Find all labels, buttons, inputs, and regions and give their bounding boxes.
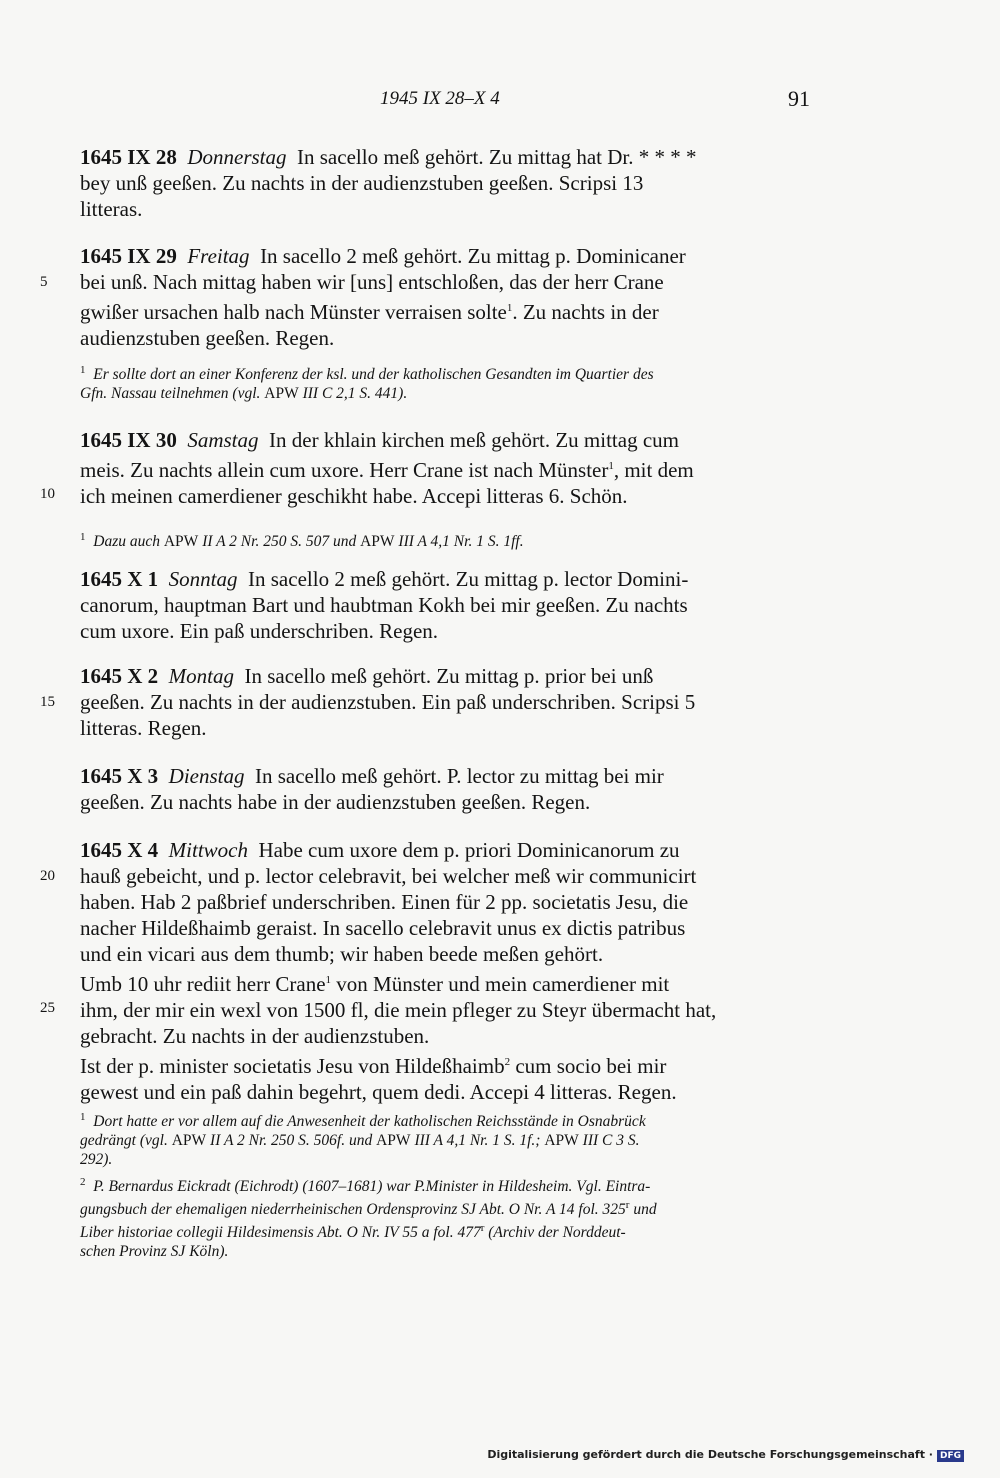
entry-text: Umb 10 uhr rediit herr Crane (80, 972, 326, 996)
footnote-ref: 1 (608, 460, 614, 472)
entry-text: In sacello meß gehört. P. lector zu mittag bei mir (255, 764, 664, 788)
entry-text: cum socio bei mir (510, 1054, 667, 1078)
entry-date: 1645 X 4 (80, 838, 159, 862)
entry-text: gebracht. Zu nachts in der audienzstuben. (80, 1024, 430, 1048)
dfg-logo-icon: DFG (937, 1450, 964, 1462)
entry-text: , mit dem (613, 458, 694, 482)
digitization-footer (487, 1448, 964, 1462)
entry-text: In sacello 2 meß gehört. Zu mittag p. Dominicaner (260, 244, 686, 268)
entry-x-2 (80, 663, 812, 741)
entry-text: gwißer ursachen halb nach Münster verraisen solte (80, 300, 507, 324)
footnote-ref: 2 (504, 1056, 511, 1068)
entry-text: cum uxore. Ein paß underschriben. Regen. (80, 619, 439, 643)
entry-text: canorum, hauptman Bart und haubtman Kokh bei mir geeßen. Zu nachts (80, 593, 688, 617)
line-number: 25 (40, 1000, 55, 1016)
footnote-ix-30: $^1$ Dazu auch APW II A 2 Nr. 250 S. 507 und APW III A 4,1 Nr. 1 S. 1ff. (80, 531, 524, 551)
footnote-x-4-2: $^2$ P. Bernardus Eickradt (Eichrodt) (1607–1681) war P.Minister in Hildesheim. Vgl. Eintra- gungsbuch der ehemaligen niederrheinischen Ordensprovinz SJ Abt. O Nr. A 14 fol. 325$^r$ und Liber historiae collegii Hildesimensis Abt. O Nr. IV 55 a fol. 477$^r$ (Archiv der Norddeut- schen Provinz SJ Köln). (80, 1176, 657, 1261)
entry-day: Dienstag (168, 764, 245, 788)
entry-text: bey unß geeßen. Zu nachts in der audienzstuben geeßen. Scripsi 13 (80, 171, 644, 195)
footnote-number: 1 (80, 531, 86, 543)
entry-text: litteras. Regen. (80, 716, 207, 740)
page-number: 91 (788, 86, 810, 111)
entry-x-3 (80, 763, 812, 815)
footnote-ref: 1 (506, 302, 513, 314)
entry-text: . Zu nachts in der (512, 300, 659, 324)
entry-text: In der khlain kirchen meß gehört. Zu mittag cum (269, 428, 679, 452)
entry-text: hauß gebeicht, und p. lector celebravit, bei welcher meß wir communicirt (80, 864, 697, 888)
entry-text: gewest und ein paß dahin begehrt, quem dedi. Accepi 4 litteras. Regen. (80, 1080, 677, 1104)
entry-text: geeßen. Zu nachts in der audienzstuben. Ein paß underschriben. Scripsi 5 (80, 690, 696, 714)
footer-text: Digitalisierung gefördert durch die Deutsche Forschungsgemeinschaft · (487, 1448, 933, 1461)
entry-text: ich meinen camerdiener geschikht habe. Accepi litteras 6. Schön. (80, 484, 628, 508)
entry-text: und ein vicari aus dem thumb; wir haben beede meßen gehört. (80, 942, 604, 966)
entry-text: In sacello meß gehört. Zu mittag hat Dr. * * * * (297, 145, 697, 169)
entry-x-4 (80, 837, 812, 1105)
footnote-x-4-1: $^1$ Dort hatte er vor allem auf die Anwesenheit der katholischen Reichsstände in Osnabrück gedrängt (vgl. APW II A 2 Nr. 250 S. 506f. und APW III A 4,1 Nr. 1 S. 1f.; APW III C 3 S. 292). (80, 1111, 646, 1169)
entry-text: Habe cum uxore dem p. priori Dominicanorum zu (258, 838, 680, 862)
entry-date: 1645 X 1 (80, 567, 159, 591)
entry-day: Mittwoch (168, 838, 248, 862)
entry-text: geeßen. Zu nachts habe in der audienzstuben geeßen. Regen. (80, 790, 591, 814)
entry-text: Ist der p. minister societatis Jesu von Hildeßhaimb (80, 1054, 505, 1078)
entry-date: 1645 IX 28 (80, 145, 177, 169)
line-number: 20 (40, 868, 55, 884)
line-number: 10 (40, 486, 55, 502)
entry-text: von Münster und mein camerdiener mit (331, 972, 670, 996)
entry-text: In sacello 2 meß gehört. Zu mittag p. lector Domini- (248, 567, 689, 591)
header-title: 1945 IX 28–X 4 (380, 88, 500, 109)
entry-text: In sacello meß gehört. Zu mittag p. prior bei unß (244, 664, 654, 688)
entry-day: Montag (168, 664, 234, 688)
entry-ix-30 (80, 427, 812, 509)
entry-day: Freitag (187, 244, 250, 268)
entry-day: Sonntag (168, 567, 238, 591)
entry-text: bei unß. Nach mittag haben wir [uns] entschloßen, das der herr Crane (80, 270, 664, 294)
entry-ix-28 (80, 144, 812, 222)
line-number: 15 (40, 694, 55, 710)
line-number: 5 (40, 274, 48, 290)
entry-text: ihm, der mir ein wexl von 1500 fl, die mein pfleger zu Steyr übermacht hat, (80, 998, 717, 1022)
footnote-number: 2 (80, 1176, 86, 1188)
entry-day: Donnerstag (187, 145, 287, 169)
entry-ix-29 (80, 243, 812, 351)
footnote-number: 1 (80, 1111, 86, 1123)
entry-text: haben. Hab 2 paßbrief underschriben. Einen für 2 pp. societatis Jesu, die (80, 890, 689, 914)
entry-text: nacher Hildeßhaimb geraist. In sacello celebravit unus ex dictis patribus (80, 916, 686, 940)
entry-date: 1645 IX 30 (80, 428, 177, 452)
entry-x-1 (80, 566, 812, 644)
entry-text: meis. Zu nachts allein cum uxore. Herr Crane ist nach Münster (80, 458, 609, 482)
entry-text: audienzstuben geeßen. Regen. (80, 326, 335, 350)
entry-date: 1645 X 2 (80, 664, 159, 688)
entry-day: Samstag (187, 428, 259, 452)
footnote-number: 1 (80, 364, 86, 376)
footnote-ref: 1 (325, 974, 332, 986)
footnote-ix-29: $^1$ Er sollte dort an einer Konferenz der ksl. und der katholischen Gesandten im Quartier des Gfn. Nassau teilnehmen (vgl. APW III C 2,1 S. 441). (80, 364, 654, 403)
entry-date: 1645 IX 29 (80, 244, 177, 268)
entry-text: litteras. (80, 197, 143, 221)
entry-date: 1645 X 3 (80, 764, 159, 788)
